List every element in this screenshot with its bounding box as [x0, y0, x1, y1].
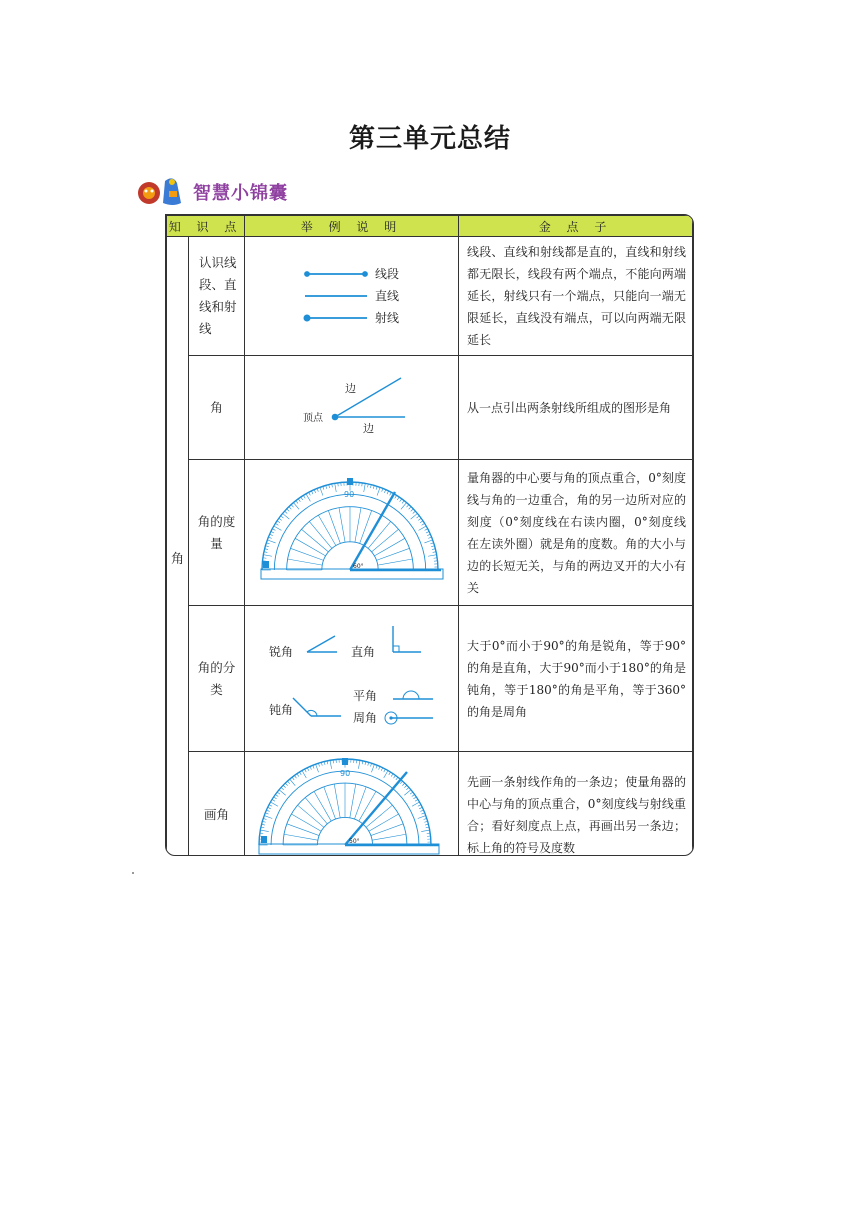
- protractor-tick: [418, 518, 421, 520]
- protractor-tick: [422, 523, 425, 525]
- protractor-spoke: [314, 791, 331, 821]
- header-golden-tip: 金 点 子: [459, 216, 693, 237]
- protractor-tick: [428, 555, 437, 557]
- right-marker: [393, 646, 399, 652]
- example-lines: [245, 237, 459, 356]
- protractor-tick: [279, 790, 286, 796]
- tip-angle: 从一点引出两条射线所组成的图形是角: [459, 356, 693, 460]
- protractor-spoke: [284, 834, 318, 840]
- protractor-tick: [267, 540, 275, 543]
- lines-diagram: [245, 238, 459, 352]
- protractor-spoke: [369, 814, 399, 831]
- label-full: 周角: [353, 711, 378, 725]
- protractor-tick: [297, 774, 299, 777]
- protractor-spoke: [295, 538, 325, 556]
- protractor-tick: [266, 810, 269, 811]
- protractor-tick: [424, 540, 432, 543]
- protractor-tick: [320, 487, 323, 495]
- protractor-tick: [421, 830, 429, 831]
- protractor-spoke: [359, 791, 376, 821]
- protractor-spoke: [355, 508, 361, 543]
- subtopic-classify: 角的分类: [189, 606, 245, 752]
- protractor-tick: [279, 518, 282, 520]
- protractor-tick: [364, 483, 366, 492]
- protractor-tick: [277, 792, 280, 794]
- protractor-tick: [389, 772, 391, 775]
- protractor-tick: [274, 526, 282, 530]
- protractor-tick: [330, 760, 331, 768]
- protractor-tick: [290, 779, 296, 786]
- protractor-spoke: [309, 521, 332, 548]
- protractor-tick: [309, 492, 311, 495]
- label-straight: 平角: [353, 689, 378, 703]
- protractor-spoke: [371, 824, 403, 836]
- top-mark-block: [347, 478, 353, 485]
- protractor-tick: [303, 495, 305, 498]
- protractor-tick: [401, 503, 407, 510]
- protractor-tick: [425, 529, 428, 531]
- protractor-spoke: [298, 805, 324, 827]
- protractor-tick: [419, 807, 422, 809]
- straight-angle-arc: [403, 691, 419, 699]
- header-knowledge-point: 知 识 点: [167, 216, 245, 237]
- protractor-tick: [407, 505, 409, 508]
- protractor-tick: [298, 499, 300, 502]
- example-measure: [245, 460, 459, 606]
- protractor-tick: [269, 805, 272, 807]
- protractor-tick: [275, 523, 278, 525]
- protractor-spoke: [305, 798, 327, 824]
- section-header: [135, 172, 288, 212]
- label-angle-value: 50°: [349, 838, 360, 845]
- protractor-spoke: [339, 508, 345, 543]
- protractor-tick: [387, 491, 389, 494]
- obtuse-side: [293, 698, 311, 716]
- left-mark-block: [263, 561, 269, 568]
- angle-vertex-point: [332, 414, 337, 419]
- protractor-tick: [274, 797, 277, 799]
- section-label: 智慧小锦囊: [193, 183, 288, 204]
- protractor-tick: [289, 507, 291, 510]
- angle-diagram: [245, 356, 459, 456]
- protractor-tick: [272, 529, 275, 531]
- protractor-tick: [281, 516, 284, 518]
- segment-endpoint-left: [305, 272, 309, 276]
- left-mark-block: [261, 836, 267, 843]
- subtopic-draw: 画角: [189, 752, 245, 857]
- protractor-tick: [402, 501, 404, 504]
- protractor-spoke: [288, 559, 323, 565]
- protractor-tick: [426, 531, 429, 533]
- label-angle-value: 60°: [353, 563, 364, 570]
- protractor-tick: [301, 497, 303, 500]
- protractor-spoke: [287, 824, 319, 836]
- protractor-tick: [384, 490, 385, 493]
- protractor-tick: [402, 783, 404, 785]
- protractor-tick: [292, 777, 294, 780]
- subtopic-measure: 角的度量: [189, 460, 245, 606]
- protractor-tick: [413, 511, 416, 513]
- tip-draw: 先画一条射线作角的一条边；使量角器的中心与角的顶点重合，0°刻度线与射线重合；看好刻度点上点，再画出另一条边；标上角的符号及度数: [459, 752, 693, 857]
- topic-cell: 角: [167, 237, 189, 857]
- example-classify: [245, 606, 459, 752]
- protractor-tick: [390, 492, 392, 495]
- label-right: 直角: [351, 645, 376, 659]
- table-row: [167, 752, 693, 857]
- protractor-tick: [358, 760, 359, 768]
- protractor-tick: [391, 774, 393, 777]
- subtopic-lines: 认识线段、直线和射线: [189, 237, 245, 356]
- protractor-spoke: [378, 559, 413, 565]
- label-90: 90: [344, 490, 355, 499]
- protractor-tick: [287, 509, 290, 511]
- protractor-tick: [275, 794, 278, 796]
- label-side-bottom: 边: [363, 422, 375, 435]
- protractor-tick: [419, 526, 427, 530]
- protractor-tick: [371, 764, 374, 772]
- protractor-tick: [415, 799, 418, 801]
- subtopic-angle: 角: [189, 356, 245, 460]
- protractor-tick: [379, 766, 380, 769]
- protractor-tick: [299, 772, 301, 775]
- protractor-spoke: [350, 784, 356, 818]
- protractor-tick: [410, 792, 413, 794]
- protractor-tick: [420, 521, 423, 523]
- page-title: 第三单元总结: [348, 124, 511, 154]
- protractor-tick: [260, 830, 268, 831]
- protractor-tick: [404, 790, 411, 796]
- example-angle: [245, 356, 459, 460]
- tip-classify: 大于0°而小于90°的角是锐角，等于90°的角是直角，大于90°而小于180°的角是钝角，等于180°的角是平角，等于360°的角是周角: [459, 606, 693, 752]
- protractor-tick: [264, 816, 272, 819]
- protractor-tick: [277, 521, 280, 523]
- tip-lines: 线段、直线和射线都是直的，直线和射线都无限长，线段有两个端点，不能向两端延长，射线只有一个端点，只能向一端无限延长，直线没有端点，可以向两端无限延长: [459, 237, 693, 356]
- protractor-tick: [417, 516, 420, 518]
- tip-measure: 量角器的中心要与角的顶点重合，0°刻度线与角的一边重合，角的另一边所对应的刻度（0°刻度线在右读内圈，0°刻度线在左读外圈）就是角的度数。角的大小与边的长短无关，与角的两边叉开的大小有关: [459, 460, 693, 606]
- protractor-tick: [311, 491, 313, 494]
- protractor-tick: [413, 797, 416, 799]
- example-draw: [245, 752, 459, 857]
- protractor-tick: [306, 494, 310, 502]
- protractor-tick: [293, 503, 299, 510]
- protractor-tick: [263, 555, 272, 557]
- protractor-tick: [283, 513, 290, 519]
- protractor-measure-diagram: [245, 460, 459, 602]
- protractor-tick: [335, 483, 337, 492]
- label-straight-line: 直线: [375, 288, 400, 303]
- protractor-tick: [406, 787, 409, 789]
- segment-endpoint-right: [363, 272, 367, 276]
- protractor-spoke: [328, 510, 340, 543]
- protractor-tick: [283, 785, 285, 787]
- drawn-ray: [345, 772, 407, 845]
- protractor-tick: [404, 785, 406, 787]
- protractor-tick: [381, 768, 383, 771]
- protractor-draw-diagram: [245, 752, 459, 856]
- protractor-tick: [314, 490, 315, 493]
- protractor-tick: [395, 495, 397, 498]
- protractor-spoke: [290, 548, 323, 560]
- protractor-spoke: [372, 834, 406, 840]
- protractor-tick: [397, 497, 399, 500]
- protractor-tick: [409, 507, 411, 510]
- protractor-tick: [271, 531, 274, 533]
- protractor-tick: [411, 513, 418, 519]
- protractor-tick: [305, 769, 307, 772]
- acute-side: [307, 636, 335, 652]
- protractor-tick: [291, 505, 293, 508]
- protractor-spoke: [291, 814, 321, 831]
- angle-classes-diagram: [245, 606, 459, 748]
- protractor-tick: [287, 781, 289, 784]
- ray-endpoint: [304, 315, 309, 320]
- protractor-tick: [396, 777, 398, 780]
- protractor-tick: [270, 534, 273, 535]
- protractor-tick: [384, 769, 386, 772]
- protractor-spoke: [318, 515, 336, 545]
- protractor-spoke: [324, 787, 336, 819]
- table-row: [167, 237, 693, 356]
- stray-dot: [132, 872, 134, 874]
- protractor-tick: [400, 781, 402, 784]
- protractor-spoke: [354, 787, 366, 819]
- full-angle-vertex: [389, 716, 392, 719]
- protractor-spoke: [374, 538, 404, 556]
- table-row: [167, 356, 693, 460]
- protractor-spoke: [372, 529, 399, 552]
- protractor-tick: [272, 799, 275, 801]
- protractor-tick: [418, 805, 421, 807]
- protractor-tick: [307, 768, 309, 771]
- protractor-spoke: [360, 510, 372, 543]
- label-segment: 线段: [375, 266, 400, 281]
- table-row: [167, 460, 693, 606]
- protractor-tick: [285, 783, 287, 785]
- protractor-tick: [296, 501, 298, 504]
- knowledge-table: [165, 214, 694, 856]
- table-row: [167, 606, 693, 752]
- protractor-tick: [427, 534, 430, 535]
- protractor-tick: [285, 511, 288, 513]
- mascot-icon: [135, 173, 187, 211]
- top-mark-block: [342, 758, 348, 765]
- protractor-tick: [377, 487, 380, 495]
- label-acute: 锐角: [269, 645, 294, 659]
- protractor-spoke: [301, 529, 328, 552]
- protractor-tick: [412, 794, 415, 796]
- protractor-tick: [420, 810, 423, 811]
- protractor-tick: [294, 775, 296, 778]
- protractor-tick: [394, 775, 396, 778]
- label-90: 90: [340, 769, 351, 778]
- label-obtuse: 钝角: [269, 703, 294, 717]
- protractor-spoke: [334, 784, 340, 818]
- header-example: 举 例 说 明: [245, 216, 459, 237]
- protractor-tick: [400, 499, 402, 502]
- protractor-tick: [418, 816, 426, 819]
- protractor-tick: [411, 509, 414, 511]
- label-vertex: 顶点: [303, 413, 324, 424]
- protractor-spoke: [376, 548, 409, 560]
- protractor-tick: [316, 764, 319, 772]
- protractor-tick: [268, 807, 271, 809]
- label-side-top: 边: [345, 382, 357, 395]
- label-ray: 射线: [375, 310, 400, 325]
- protractor-tick: [310, 766, 311, 769]
- protractor-tick: [281, 787, 284, 789]
